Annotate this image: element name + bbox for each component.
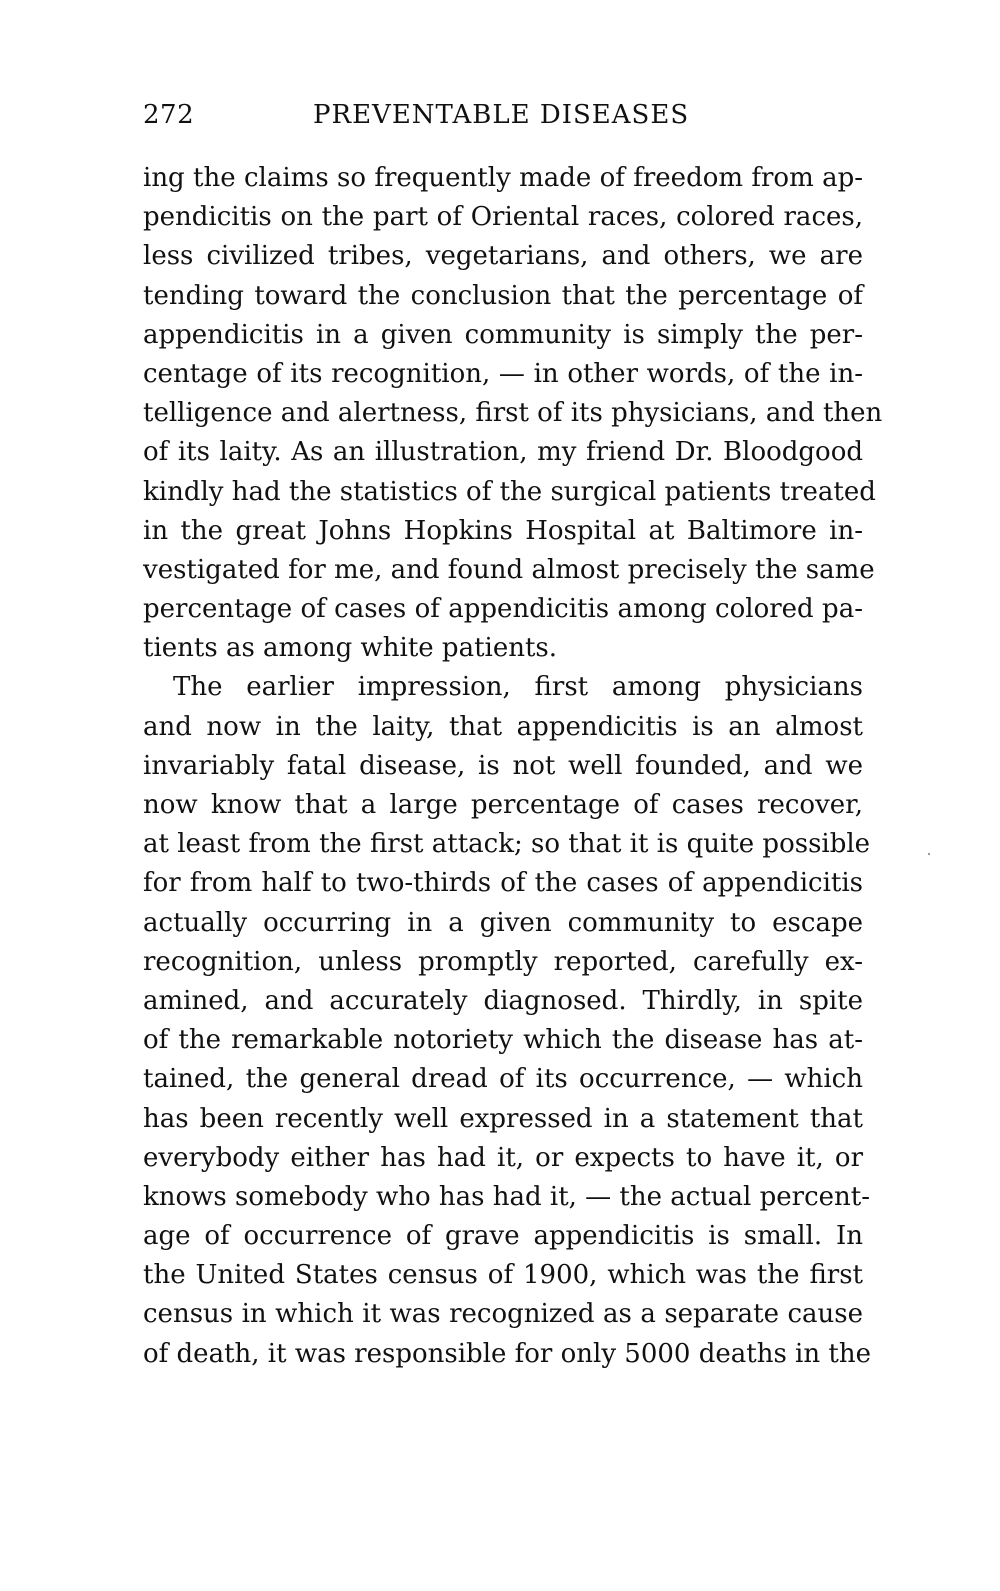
text-line: of its laity. As an illustration, my friend Dr. Bloodgood (143, 437, 863, 468)
text-line: census in which it was recognized as a separate cause (143, 1299, 863, 1330)
running-head (143, 100, 863, 140)
text-line: less civilized tribes, vegetarians, and others, we are (143, 241, 863, 272)
text-line: for from half to two-thirds of the cases of appendicitis (143, 868, 863, 899)
text-line: appendicitis in a given community is simply the per- (143, 319, 863, 350)
text-line: knows somebody who has had it, — the actual percent- (143, 1181, 870, 1212)
text-line: amined, and accurately diagnosed. Thirdly, in spite (143, 985, 863, 1016)
text-line: of the remarkable notoriety which the disease has at- (143, 1025, 863, 1056)
page-number: 272 (143, 100, 195, 130)
text-line: invariably fatal disease, is not well founded, and we (143, 750, 863, 781)
body-text (143, 159, 883, 1374)
text-line: kindly had the statistics of the surgical patients treated (143, 476, 876, 507)
text-line: and now in the laity, that appendicitis is an almost (143, 711, 863, 742)
text-line: actually occurring in a given community to escape (143, 907, 863, 938)
text-line: ing the claims so frequently made of freedom from ap- (143, 163, 863, 193)
scan-speck (928, 853, 930, 855)
text-line: telligence and alertness, first of its physicians, and then (143, 398, 883, 429)
text-line: percentage of cases of appendicitis among colored pa- (143, 594, 863, 625)
text-line: recognition, unless promptly reported, carefully ex- (143, 946, 863, 977)
text-line: now know that a large percentage of cases recover, (143, 790, 863, 820)
text-line: pendicitis on the part of Oriental races, colored races, (143, 202, 863, 233)
text-line: tending toward the conclusion that the percentage of (143, 280, 863, 311)
text-line: tained, the general dread of its occurrence, — which (143, 1064, 863, 1095)
text-line: the United States census of 1900, which was the first (143, 1260, 863, 1291)
text-line: tients as among white patients. (143, 633, 558, 664)
text-line: everybody either has had it, or expects to have it, or (143, 1142, 863, 1173)
text-line: in the great Johns Hopkins Hospital at Baltimore in- (143, 515, 863, 546)
text-line: centage of its recognition, — in other words, of the in- (143, 358, 863, 389)
text-line: at least from the first attack; so that it is quite possible (143, 829, 871, 860)
text-line: has been recently well expressed in a statement that (143, 1103, 863, 1134)
text-line: age of occurrence of grave appendicitis is small. In (143, 1221, 863, 1252)
text-line: of death, it was responsible for only 5000 deaths in the (143, 1338, 871, 1369)
running-title: PREVENTABLE DISEASES (313, 100, 690, 130)
text-line: The earlier impression, first among physicians (173, 672, 863, 703)
text-line: vestigated for me, and found almost precisely the same (143, 554, 875, 585)
